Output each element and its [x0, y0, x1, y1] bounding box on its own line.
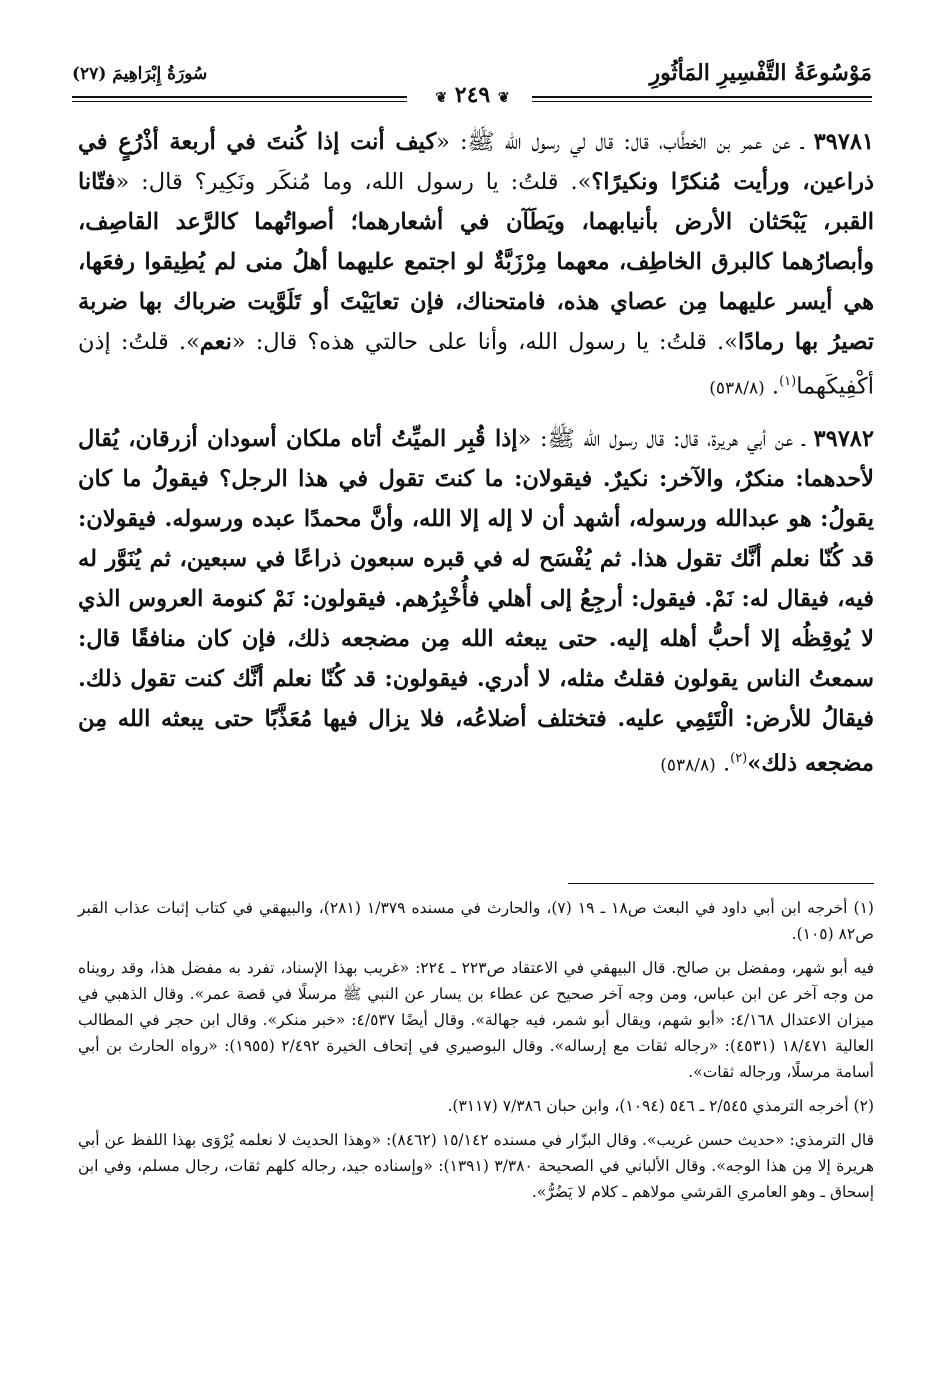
footnote: (١) أخرجه ابن أبي داود في البعث ص١٨ ـ ١٩ (٧)، والحارث في مسنده ١/٣٧٩ (٢٨١)، والبيهقي في كتاب إثبات عذاب القبر ص٨٢ (١٠٥). — [78, 899, 874, 943]
hadith-number: ٣٩٧٨٢ — [813, 425, 874, 452]
hadith-quote: فتّانا القبر، يَبْحَثان الأرض بأنيابهما، ويَطَآن في أشعارهما؛ أصواتُهما كالرَّعد القاصِف، وأبصارُهما كالبرق الخاطِف، معهما مِرْزَبَّةٌ لو اجتمع عليهما أهلُ منى لم يُطِيقوا رفعَها، هي أيسر عليهما مِن عصاي هذه، فامتحناك، فإن تعايَيْتَ أو تَلَوَّيت ضرباك بها ضربة تصيرُ بها رمادًا — [78, 169, 874, 355]
page-number — [420, 82, 525, 108]
hadith-quote: كيف أنت إذا كُنتَ في أربعة أذْرُعٍ في ذراعين، ورأيت مُنكرًا ونكيرًا؟ — [78, 129, 874, 195]
narration-text: . — [715, 750, 731, 776]
narration-text: ـ عن عمر بن الخطَّاب، قال: قال لي رسول الله ﷺ: « — [436, 129, 804, 155]
hadith-quote: نعم — [199, 329, 232, 355]
hadith-number: ٣٩٧٨١ — [813, 129, 874, 155]
volume-reference: (٥٣٨/٨) — [660, 755, 716, 775]
hadith-entry — [78, 419, 874, 786]
header-rule-right — [532, 96, 872, 98]
footnote-divider — [568, 883, 874, 884]
hadith-quote: إذا قُبِر الميِّتُ أتاه ملكان أسودان أزرقان، يُقال لأحدهما: منكرٌ، والآخر: نكيرٌ. فيقولان: ما كنتَ تقول في هذا الرجل؟ فيقولُ ما كان يقولُ: هو عبدالله ورسوله، أشهد أن لا إله إلا الله، وأنَّ محمدًا عبده ورسوله. فيقولان: قد كُنّا نعلم أنَّك تقول هذا. ثم يُفْسَح له في قبره سبعون ذراعًا في سبعين، ثم يُنَوَّر له فيه، فيقال له: نَمْ. فيقول: أرجِعُ إلى أهلي فأُخْبِرُهم. فيقولون: نَمْ كنومة العروس الذي لا يُوقِظُه إلا أحبُّ أهله إليه. حتى يبعثه الله مِن مضجعه ذلك، فإن كان منافقًا قال: سمعتُ الناس يقولون فقلتُ مثله، لا أدري. فيقولون: قد كُنّا نعلم أنَّك كنت تقول ذلك. فيقالُ للأرض: الْتَئِمِي عليه. فتختلف أضلاعُه، فلا يزال فيها مُعَذَّبًا حتى يبعثه الله مِن مضجعه ذلك — [78, 425, 874, 776]
footnote: قال الترمذي: «حديث حسن غريب». وقال البزّار في مسنده ١٥/١٤٢ (٨٤٦٢): «وهذا الحديث لا نعلمه يُرْوَى بهذا اللفظ عن أبي هريرة إلا مِن هذا الوجه». وقال الألباني في الصحيحة ٣/٣٨٠ (١٣٩١): «وإسناده جيد، رجاله كلهم ثقات، رجال مسلم، وفي ابن إسحاق ـ وهو العامري القرشي مولاهم ـ كلام لا يَضُرُّ». — [78, 1131, 875, 1201]
narration-text: ». قلتُ: يا رسول الله، وأنا على حالتي هذه؟ قال: « — [231, 329, 738, 355]
footnote: (٢) أخرجه الترمذي ٢/٥٤٥ ـ ٥٤٦ (١٠٩٤)، وابن حبان ٧/٣٨٦ (٣١١٧). — [447, 1097, 874, 1115]
header-rule-left-thin — [72, 101, 407, 102]
surah-title: سُورَةُ إِبْرَاهِيمَ (٢٧) — [72, 64, 208, 84]
narration-text: . — [764, 373, 780, 400]
narration-text: ». قلتُ: يا رسول الله، وما مُنكَر ونَكِير؟ قال: « — [115, 169, 592, 195]
series-title: مَوْسُوعَةُ التَّفْسِيرِ المَأثُورِ — [649, 60, 872, 86]
header-rule-right-thin — [532, 101, 872, 102]
footnote-marker: (١) — [779, 374, 797, 389]
narration-text: ـ عن أبي هريرة، قال: قال رسول الله ﷺ: « — [517, 425, 805, 452]
page-number-text: ٢٤٩ — [454, 82, 491, 108]
volume-reference: (٥٣٨/٨) — [709, 378, 765, 399]
main-text — [78, 122, 874, 795]
page-header — [72, 52, 872, 112]
narration-text: » — [747, 750, 762, 776]
footnote-marker: (٢) — [730, 750, 748, 766]
ornament-icon: ❦ — [435, 90, 448, 106]
footnotes — [78, 895, 874, 1213]
narration-text: ». قلتُ: إذن أكْفِيكَهما — [78, 329, 874, 400]
footnote: فيه أبو شهر، ومفضل بن صالح. قال البيهقي في الاعتقاد ص٢٢٣ ـ ٢٢٤: «غريب بهذا الإسناد، تفرد به مفضل هذا، وقد رويناه من وجه آخر عن ابن عباس، ومن وجه آخر صحيح عن عطاء بن يسار عن النبي ﷺ مرسلًا في قصة عمر». وقال الذهبي في ميزان الاعتدال ٤/١٦٨: «أبو شهم، ويقال أبو شمر، فيه جهالة». وقال أيضًا ٤/٥٣٧: «خبر منكر». وقال ابن حجر في المطالب العالية ١٨/٤٧١ (٤٥٣١): «رجاله ثقات مع إرساله». وقال البوصيري في إتحاف الخيرة ٢/٤٩٢ (١٩٥٥): «رواه الحارث بن أبي أسامة مرسلًا، ورجاله ثقات». — [78, 959, 875, 1081]
header-rule-left — [72, 96, 407, 98]
ornament-icon: ❦ — [497, 90, 510, 106]
hadith-entry — [78, 122, 874, 409]
